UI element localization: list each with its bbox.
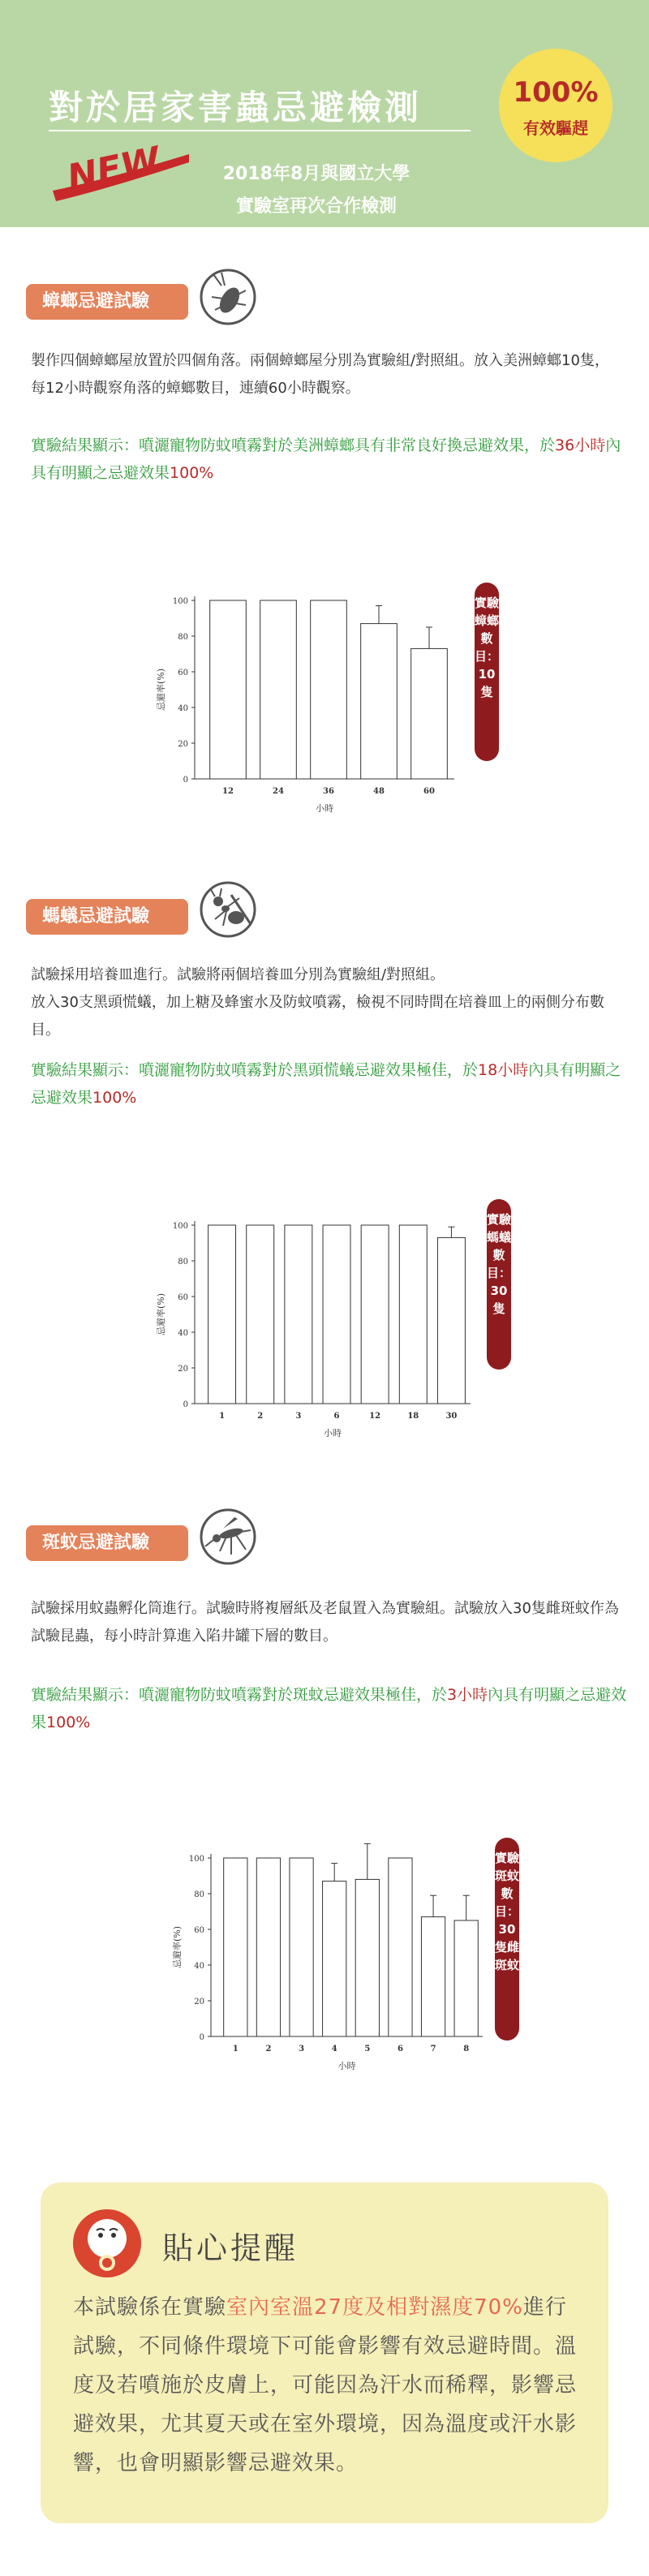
new-stamp <box>53 130 191 203</box>
y-tick-label: 40 <box>194 1962 204 1971</box>
bar <box>421 1917 445 2036</box>
y-tick-label: 100 <box>172 1222 188 1231</box>
x-tick-label: 30 <box>445 1412 458 1421</box>
section-body-cockroach: 製作四個蟑螂屋放置於四個角落。兩個蟑螂屋分別為實驗組/對照組。放入美洲蟑螂10隻，每12小時觀察角落的蟑螂數目，連續60小時觀察。 <box>31 352 609 397</box>
x-tick-label: 18 <box>407 1412 419 1421</box>
y-tick-label: 0 <box>183 776 188 785</box>
y-tick-label: 20 <box>194 1998 204 2006</box>
side-label-cockroach: 實驗蟑螂數目：10隻 <box>475 583 499 761</box>
side-label-mosquito: 實驗斑蚊數目：30隻雌斑蚊 <box>495 1838 519 2041</box>
page-title: 對於居家害蟲忌避檢測 <box>49 88 423 127</box>
bar <box>454 1920 478 2036</box>
new-label: NEW <box>63 139 165 200</box>
y-tick-label: 40 <box>178 1329 188 1338</box>
x-tick-label: 12 <box>369 1412 381 1421</box>
subtitle-line-2: 實驗室再次合作檢測 <box>235 196 397 217</box>
mosquito-icon <box>199 1507 257 1566</box>
section-result-mosquito: 實驗結果顯示：噴灑寵物防蚊噴霧對於斑蚊忌避效果極佳，於3小時內具有明顯之忌避效果100% <box>31 1686 627 1731</box>
y-axis-label: 忌避率(%) <box>156 668 166 712</box>
badge-percent: 100% <box>513 76 599 109</box>
x-tick-label: 48 <box>373 787 385 796</box>
y-tick-label: 60 <box>194 1926 204 1935</box>
cockroach-chart <box>146 572 471 832</box>
bar <box>285 1225 312 1404</box>
header-subtitle <box>195 158 438 223</box>
y-tick-label: 20 <box>178 1365 188 1374</box>
mosquito-chart <box>162 1830 503 2089</box>
x-tick-label: 2 <box>257 1412 264 1421</box>
daruma-icon <box>69 2203 146 2280</box>
x-tick-label: 5 <box>364 2045 371 2053</box>
bar <box>311 600 347 779</box>
bar <box>437 1237 465 1404</box>
bar <box>260 600 297 779</box>
section-result-ant: 實驗結果顯示：噴灑寵物防蚊噴霧對於黑頭慌蟻忌避效果極佳，於18小時內具有明顯之忌避效果100% <box>31 1061 621 1107</box>
ant-chart <box>146 1197 495 1456</box>
bar <box>224 1858 247 2036</box>
y-tick-label: 20 <box>178 740 188 749</box>
x-tick-label: 6 <box>333 1412 340 1421</box>
x-axis-label: 小時 <box>324 1428 342 1439</box>
x-tick-label: 1 <box>219 1412 226 1421</box>
bar <box>247 1225 274 1404</box>
section-result-cockroach: 實驗結果顯示：噴灑寵物防蚊噴霧對於美洲蟑螂具有非常良好換忌避效果，於36小時內具有明顯之忌避效果100% <box>31 437 621 482</box>
effect-badge <box>499 49 612 162</box>
section-body-mosquito: 試驗採用蚊蟲孵化筒進行。試驗時將複層紙及老鼠置入為實驗組。試驗放入30隻雌斑蚊作為試驗昆蟲，每小時計算進入陷井罐下層的數目。 <box>31 1600 619 1645</box>
y-tick-label: 80 <box>178 1258 188 1266</box>
section-body-ant-line2: 放入30支黑頭慌蟻，加上糖及蜂蜜水及防蚊噴霧，檢視不同時間在培養皿上的兩側分布數目。 <box>31 994 604 1039</box>
x-tick-label: 6 <box>397 2045 403 2053</box>
header-banner <box>0 0 649 227</box>
x-tick-label: 24 <box>273 787 284 796</box>
bar <box>323 1881 346 2036</box>
reminder-title: 貼心提醒 <box>162 2230 299 2266</box>
new-stamp-graphic <box>53 130 191 203</box>
x-axis-label: 小時 <box>316 803 333 814</box>
reminder-card <box>41 2183 608 2523</box>
x-tick-label: 2 <box>265 2045 272 2053</box>
y-tick-label: 80 <box>194 1890 204 1899</box>
section-title-mosquito: 斑蚊忌避試驗 <box>26 1525 188 1561</box>
reminder-text: 本試驗係在實驗室內室溫27度及相對濕度70%進行試驗，不同條件環境下可能會影響有效忌避時間。溫度及若噴施於皮膚上，可能因為汗水而稀釋，影響忌避效果，尤其夏天或在室外環境，因為溫度或汗水影響，也會明顯影響忌避效果。 <box>73 2295 578 2475</box>
cockroach-icon <box>199 268 257 326</box>
section-body-ant-line1: 試驗採用培養皿進行。試驗將兩個培養皿分別為實驗組/對照組。 <box>31 966 445 983</box>
y-tick-label: 80 <box>178 633 188 642</box>
bar <box>355 1879 379 2036</box>
y-tick-label: 0 <box>183 1400 188 1409</box>
bar <box>208 1225 236 1404</box>
bar <box>389 1858 412 2036</box>
x-tick-label: 12 <box>222 787 234 796</box>
x-tick-label: 36 <box>323 787 334 796</box>
y-tick-label: 100 <box>188 1855 204 1864</box>
y-tick-label: 100 <box>172 597 188 606</box>
bar <box>256 1858 280 2036</box>
bar <box>361 1225 389 1404</box>
badge-caption: 有效驅趕 <box>523 118 588 138</box>
bar <box>323 1225 350 1404</box>
y-tick-label: 40 <box>178 704 188 713</box>
bar <box>399 1225 427 1404</box>
bar <box>210 600 247 779</box>
ant-icon <box>199 880 257 939</box>
section-title-cockroach: 蟑螂忌避試驗 <box>26 284 188 320</box>
x-axis-label: 小時 <box>337 2061 356 2071</box>
bar <box>361 624 398 779</box>
y-axis-label: 忌避率(%) <box>172 1925 183 1969</box>
y-tick-label: 0 <box>199 2033 204 2042</box>
x-tick-label: 3 <box>295 1412 302 1421</box>
x-tick-label: 4 <box>331 2045 337 2053</box>
side-label-ant: 實驗螞蟻數目：30隻 <box>487 1199 511 1370</box>
x-tick-label: 3 <box>299 2045 305 2053</box>
section-body-ant <box>31 961 623 1044</box>
y-axis-label: 忌避率(%) <box>156 1292 166 1336</box>
y-tick-label: 60 <box>178 1293 188 1302</box>
bar <box>290 1858 313 2036</box>
x-tick-label: 7 <box>430 2045 436 2053</box>
subtitle-line-1: 2018年8月與國立大學 <box>222 164 410 184</box>
x-tick-label: 1 <box>232 2045 239 2053</box>
x-tick-label: 60 <box>423 787 435 796</box>
section-title-ant: 螞蟻忌避試驗 <box>26 899 188 935</box>
bar <box>411 648 448 779</box>
y-tick-label: 60 <box>178 669 188 677</box>
x-tick-label: 8 <box>463 2045 470 2053</box>
